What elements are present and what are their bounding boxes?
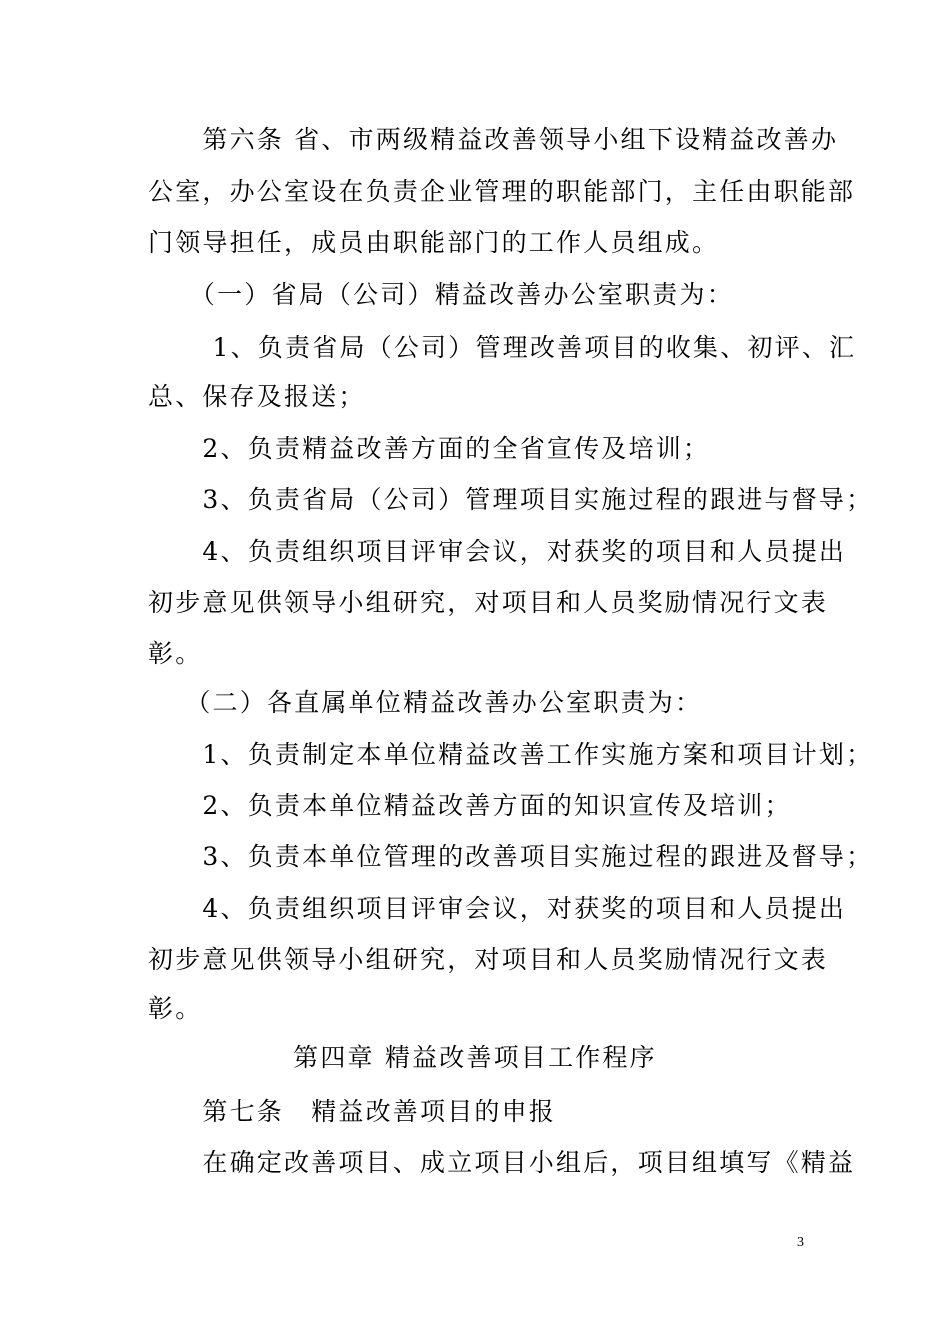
article-heading: 第七条 精益改善项目的申报 [148, 1097, 557, 1126]
chapter-heading: 第四章 精益改善项目工作程序 [293, 1043, 657, 1072]
text-line: 公室，办公室设在负责企业管理的职能部门，主任由职能部 [148, 177, 856, 206]
text-line: 彰。 [148, 994, 203, 1023]
text-line: 初步意见供领导小组研究，对项目和人员奖励情况行文表 [148, 588, 829, 617]
text-line: 3、负责本单位管理的改善项目实施过程的跟进及督导； [148, 842, 874, 871]
text-line: 2、负责精益改善方面的全省宣传及培训； [148, 434, 711, 463]
text-line: 1、负责制定本单位精益改善工作实施方案和项目计划； [148, 740, 874, 769]
text-line: 在确定改善项目、成立项目小组后，项目组填写《精益 [148, 1148, 856, 1177]
text-line: 总、保存及报送； [148, 382, 366, 411]
section-heading: （一）省局（公司）精益改善办公室职责为： [148, 280, 734, 309]
text-line: 4、负责组织项目评审会议，对获奖的项目和人员提出 [148, 894, 847, 923]
text-line: 2、负责本单位精益改善方面的知识宣传及培训； [148, 791, 792, 820]
section-heading: （二）各直属单位精益改善办公室职责为： [148, 688, 703, 717]
text-line: 4、负责组织项目评审会议，对获奖的项目和人员提出 [148, 537, 847, 566]
page-number: 3 [797, 1235, 804, 1250]
text-line: 彰。 [148, 639, 203, 668]
text-line: 3、负责省局（公司）管理项目实施过程的跟进与督导； [148, 485, 874, 514]
text-line: 第六条 省、市两级精益改善领导小组下设精益改善办 [148, 125, 839, 154]
text-line: 门领导担任，成员由职能部门的工作人员组成。 [148, 228, 720, 257]
text-line: 1、负责省局（公司）管理改善项目的收集、初评、汇 [148, 333, 857, 362]
text-line: 初步意见供领导小组研究，对项目和人员奖励情况行文表 [148, 945, 829, 974]
